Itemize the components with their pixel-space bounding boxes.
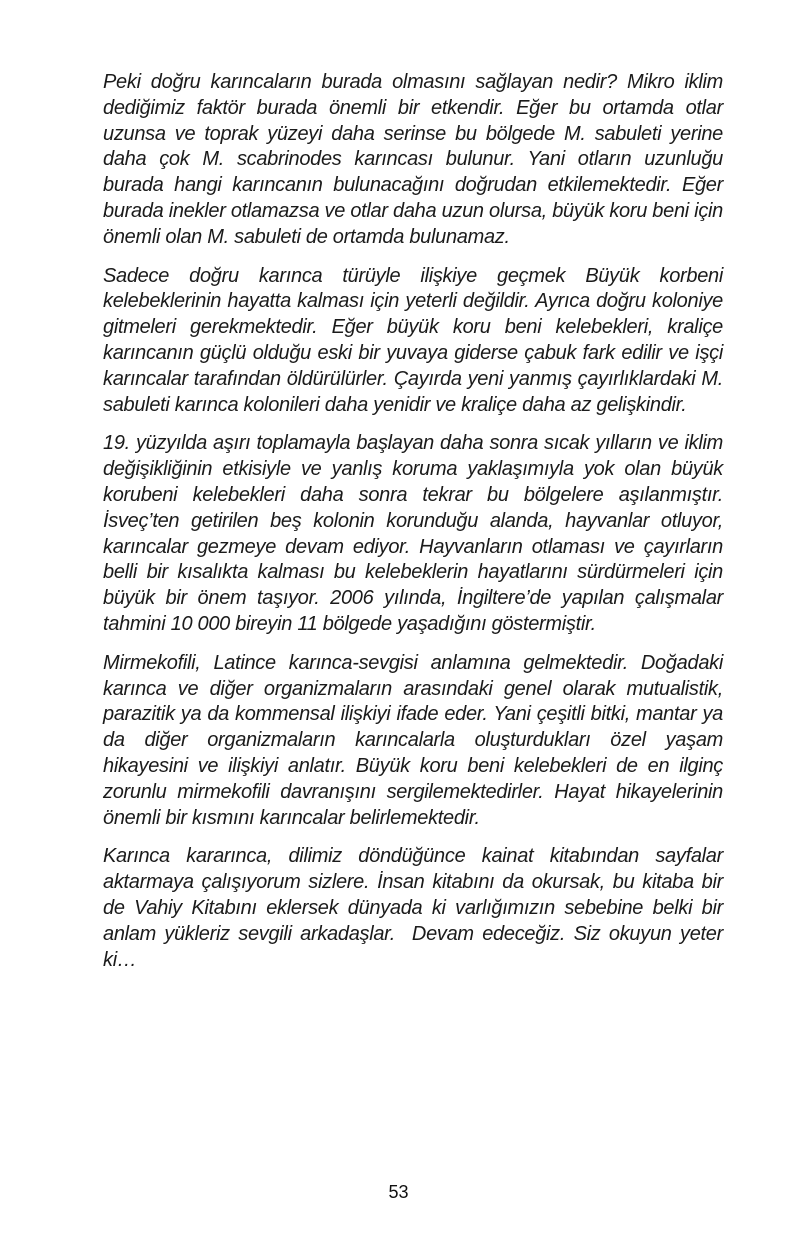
paragraph: Peki doğru karıncaların burada olmasını sağlayan nedir? Mikro iklim dediğimiz faktör burada önemli bir etkendir. Eğer bu ortamda otlar uzunsa ve toprak yüzeyi daha serinse bu bölgede M. sabuleti yerine daha çok M. scabrinodes karıncası bulunur. Yani otların uzunluğu burada hangi karıncanın bulunacağını doğrudan etkilemektedir. Eğer burada inekler otlamazsa ve otlar daha uzun olursa, büyük koru beni için önemli olan M. sabuleti de ortamda bulunamaz. bbox=[103, 71, 723, 248]
paragraph: Mirmekofili, Latince karınca-sevgisi anlamına gelmektedir. Doğadaki karınca ve diğer organizmaların arasındaki genel olarak mutualistik, parazitik ya da kommensal ilişkiyi ifade eder. Yani çeşitli bitki, mantar ya da diğer organizmaların karıncalarla oluşturdukları özel yaşam hikayesini ve ilişkiyi anlatır. Büyük koru beni kelebekleri de en ilginç zorunlu mirmekofili davranışını sergilemektedirler. Hayat hikayelerinin önemli bir kısmını karıncalar belirlemektedir. bbox=[103, 651, 723, 829]
text-block bbox=[103, 70, 723, 986]
page-number: 53 bbox=[388, 1182, 409, 1202]
paragraph: Karınca kararınca, dilimiz döndüğünce kainat kitabından sayfalar aktarmaya çalışıyorum sizlere. İnsan kitabını da okursak, bu kitaba bir de Vahiy Kitabını eklersek dünyada ki varlığımızın sebebine belki bir anlam yükleriz sevgili arkadaşlar. Devam edeceğiz. Siz okuyun yeter ki… bbox=[103, 845, 723, 971]
paragraph: 19. yüzyılda aşırı toplamayla başlayan daha sonra sıcak yılların ve iklim değişikliğinin etkisiyle ve yanlış koruma yaklaşımıyla yok olan büyük korubeni kelebekleri daha sonra tekrar bu bölgelere aşılanmıştır. İsveç’ten getirilen beş kolonin korunduğu alanda, hayvanlar otluyor, karıncalar gezmeye devam ediyor. Hayvanların otlaması ve çayırların belli bir kısalıkta kalması bu kelebeklerin hayatlarını sürdürmeleri için büyük bir önem taşıyor. 2006 yılında, İngiltere’de yapılan çalışmalar tahmini 10 000 bireyin 11 bölgede yaşadığını göstermiştir. bbox=[103, 432, 723, 635]
paragraph: Sadece doğru karınca türüyle ilişkiye geçmek Büyük korbeni kelebeklerinin hayatta kalması için yeterli değildir. Ayrıca doğru koloniye gitmeleri gerekmektedir. Eğer büyük koru beni kelebekleri, kraliçe karıncanın güçlü olduğu eski bir yuvaya giderse çabuk fark edilir ve işçi karıncalar tarafından öldürülürler. Çayırda yeni yanmış çayırlıklardaki M. sabuleti karınca kolonileri daha yenidir ve kraliçe daha az gelişkindir. bbox=[103, 264, 723, 416]
